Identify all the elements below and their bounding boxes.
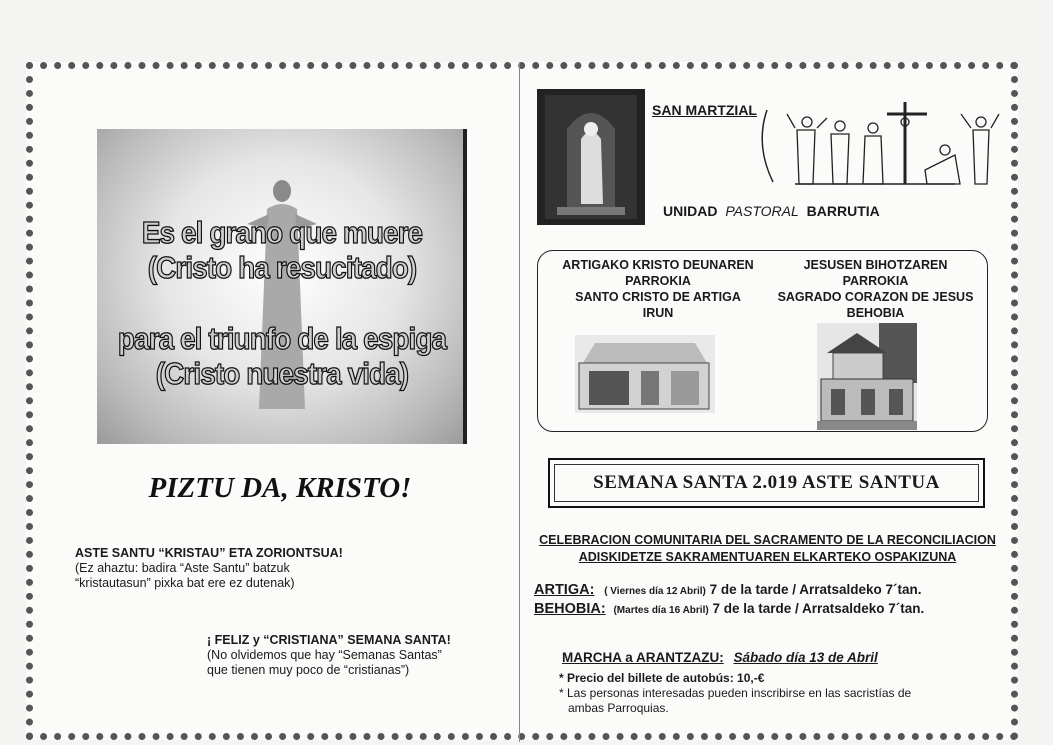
parish-artiga <box>548 257 768 321</box>
artiga-label: ARTIGA: <box>534 582 595 598</box>
parish-artiga-line3: SANTO CRISTO DE ARTIGA <box>575 290 741 304</box>
parish-behobia <box>768 257 983 321</box>
note2-line1: (No olvidemos que hay “Semanas Santas” <box>207 648 442 662</box>
note2-title: ¡ FELIZ y “CRISTIANA” SEMANA SANTA! <box>207 633 451 647</box>
hero-text-3: para el triunfo de la espiga <box>117 321 447 356</box>
note2-line2: que tienen muy poco de “cristianas”) <box>207 663 410 677</box>
note1-title: ASTE SANTU “KRISTAU” ETA ZORIONTSUA! <box>75 546 343 560</box>
procession-figures-icon <box>755 100 1000 190</box>
behobia-date: (Martes día 16 Abril) <box>613 605 709 616</box>
behobia-time: 7 de la tarde / Arratsaldeko 7´tan. <box>712 601 925 616</box>
note1-line1: (Ez ahaztu: badira “Aste Santu” batzuk <box>75 561 290 575</box>
celebracion-line2: ADISKIDETZE SAKRAMENTUAREN ELKARTEKO OSPAKIZUNA <box>578 550 957 564</box>
hero-text-4: (Cristo nuestra vida) <box>155 356 409 391</box>
behobia-schedule <box>534 601 924 617</box>
artiga-church-photo <box>575 335 715 413</box>
personas-line1: * Las personas interesadas pueden inscribirse en las sacristías de <box>559 686 912 700</box>
artiga-time: 7 de la tarde / Arratsaldeko 7´tan. <box>709 582 922 597</box>
parish-behobia-line4: BEHOBIA <box>846 306 905 320</box>
behobia-label: BEHOBIA: <box>534 601 606 617</box>
semana-santa-text: SEMANA SANTA 2.019 ASTE SANTUA <box>554 464 979 502</box>
resurrection-image <box>97 129 467 444</box>
celebracion-title <box>525 532 1010 566</box>
fold-line <box>519 62 520 742</box>
marcha-label: MARCHA a ARANTZAZU: <box>562 650 724 665</box>
image-border <box>463 129 467 444</box>
parish-artiga-line2: PARROKIA <box>625 274 691 288</box>
behobia-church-photo <box>817 323 917 430</box>
semana-santa-banner <box>548 458 985 508</box>
marcha-date: Sábado día 13 de Abril <box>733 650 878 665</box>
note-semana-santa <box>207 633 451 678</box>
parish-behobia-line3: SAGRADO CORAZON DE JESUS <box>777 290 974 304</box>
saint-statue-icon <box>537 89 645 225</box>
artiga-schedule <box>534 582 922 598</box>
unidad-word3: BARRUTIA <box>806 203 880 219</box>
unidad-word1: UNIDAD <box>663 203 718 219</box>
parish-behobia-line1: JESUSEN BIHOTZAREN <box>803 258 948 272</box>
parish-behobia-line2: PARROKIA <box>842 274 909 288</box>
personas-line2: ambas Parroquias. <box>568 701 669 715</box>
marcha-arantzazu <box>562 650 878 665</box>
left-title: PIZTU DA, KRISTO! <box>148 472 412 504</box>
parish-artiga-line1: ARTIGAKO KRISTO DEUNAREN <box>562 258 754 272</box>
hero-text-2: (Cristo ha resucitado) <box>147 250 417 285</box>
artiga-date: ( Viernes día 12 Abril) <box>604 586 706 597</box>
celebracion-line1: CELEBRACION COMUNITARIA DEL SACRAMENTO DE LA RECONCILIACION <box>539 533 996 547</box>
san-martzial-photo <box>537 89 645 225</box>
note1-line2: “kristautasun” pixka bat ere ez dutenak) <box>75 576 295 590</box>
precio-line: * Precio del billete de autobús: 10,-€ <box>559 671 765 685</box>
hero-text-1: Es el grano que muere <box>141 215 423 250</box>
parish-artiga-line4: IRUN <box>642 306 674 320</box>
unidad-pastoral <box>663 203 880 219</box>
san-martzial-label: SAN MARTZIAL <box>652 102 757 118</box>
marcha-details <box>559 671 911 716</box>
note-aste-santu <box>75 546 343 591</box>
unidad-word2: PASTORAL <box>725 203 799 219</box>
